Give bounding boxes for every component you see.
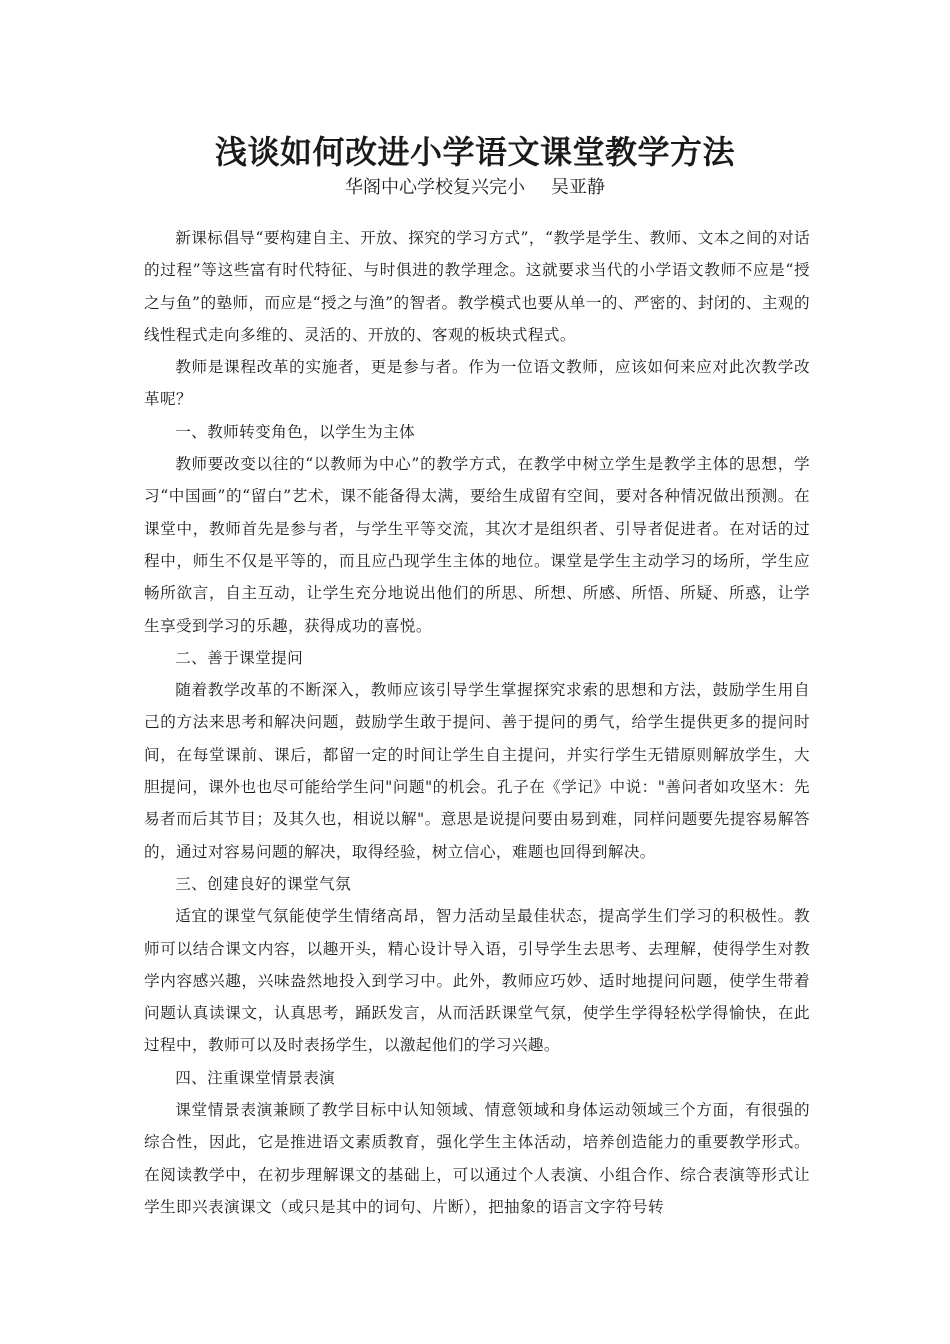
page-title: 浅谈如何改进小学语文课堂教学方法 [214,133,735,171]
article-body [144,222,810,1223]
section-heading-1: 一、教师转变角色，以学生为主体 [175,422,416,441]
section-heading-2: 二、善于课堂提问 [175,648,304,667]
paragraph-section-1: 教师要改变以往的“以教师为中心”的教学方式，在教学中树立学生是教学主体的思想，学习“中国画”的“留白”艺术，课不能备得太满，要给生成留有空间，要对各种情况做出预测。在课堂中，教师首先是参与者，与学生平等交流，其次才是组织者、引导者促进者。在对话的过程中，师生不仅是平等的，而且应凸现学生主体的地位。课堂是学生主动学习的场所，学生应畅所欲言，自主互动，让学生充分地说出他们的所思、所想、所感、所悟、所疑、所惑，让学生享受到学习的乐趣，获得成功的喜悦。 [144,455,810,635]
paragraph-section-3: 适宜的课堂气氛能使学生情绪高昂，智力活动呈最佳状态，提高学生们学习的积极性。教师可以结合课文内容，以趣开头，精心设计导入语，引导学生去思考、去理解，使得学生对教学内容感兴趣，兴味盎然地投入到学习中。此外，教师应巧妙、适时地提问问题，使学生带着问题认真读课文，认真思考，踊跃发言，从而活跃课堂气氛，使学生学得轻松学得愉快，在此过程中，教师可以及时表扬学生，以激起他们的学习兴趣。 [144,907,810,1055]
byline [0,175,950,201]
author-name: 吴亚静 [551,177,605,198]
paragraph-intro-2: 教师是课程改革的实施者，更是参与者。作为一位语文教师，应该如何来应对此次教学改革呢？ [144,358,810,409]
paragraph-section-4: 课堂情景表演兼顾了教学目标中认知领域、情意领域和身体运动领域三个方面，有很强的综合性，因此，它是推进语文素质教育，强化学生主体活动，培养创造能力的重要教学形式。在阅读教学中，在初步理解课文的基础上，可以通过个人表演、小组合作、综合表演等形式让学生即兴表演课文（或只是其中的词句、片断），把抽象的语言文字符号转 [144,1101,810,1216]
paragraph-section-2: 随着教学改革的不断深入，教师应该引导学生掌握探究求索的思想和方法，鼓励学生用自己的方法来思考和解决问题，鼓励学生敢于提问、善于提问的勇气，给学生提供更多的提问时间，在每堂课前、课后，都留一定的时间让学生自主提问，并实行学生无错原则解放学生，大胆提问，课外也也尽可能给学生问"问题"的机会。孔子在《学记》中说："善问者如攻坚木：先易者而后其节目；及其久也，相说以解"。意思是说提问要由易到难，同样问题要先提容易解答的，通过对容易问题的解决，取得经验，树立信心，难题也回得到解决。 [144,681,810,861]
section-heading-3: 三、创建良好的课堂气氛 [175,874,352,893]
school-name: 华阁中心学校复兴完小 [345,177,525,198]
section-heading-4: 四、注重课堂情景表演 [175,1068,336,1087]
paragraph-intro-1: 新课标倡导“要构建自主、开放、探究的学习方式”，“教学是学生、教师、文本之间的对话的过程”等这些富有时代特征、与时俱进的教学理念。这就要求当代的小学语文教师不应是“授之与鱼”的塾师，而应是“授之与渔”的智者。教学模式也要从单一的、严密的、封闭的、主观的线性程式走向多维的、灵活的、开放的、客观的板块式程式。 [144,229,810,344]
